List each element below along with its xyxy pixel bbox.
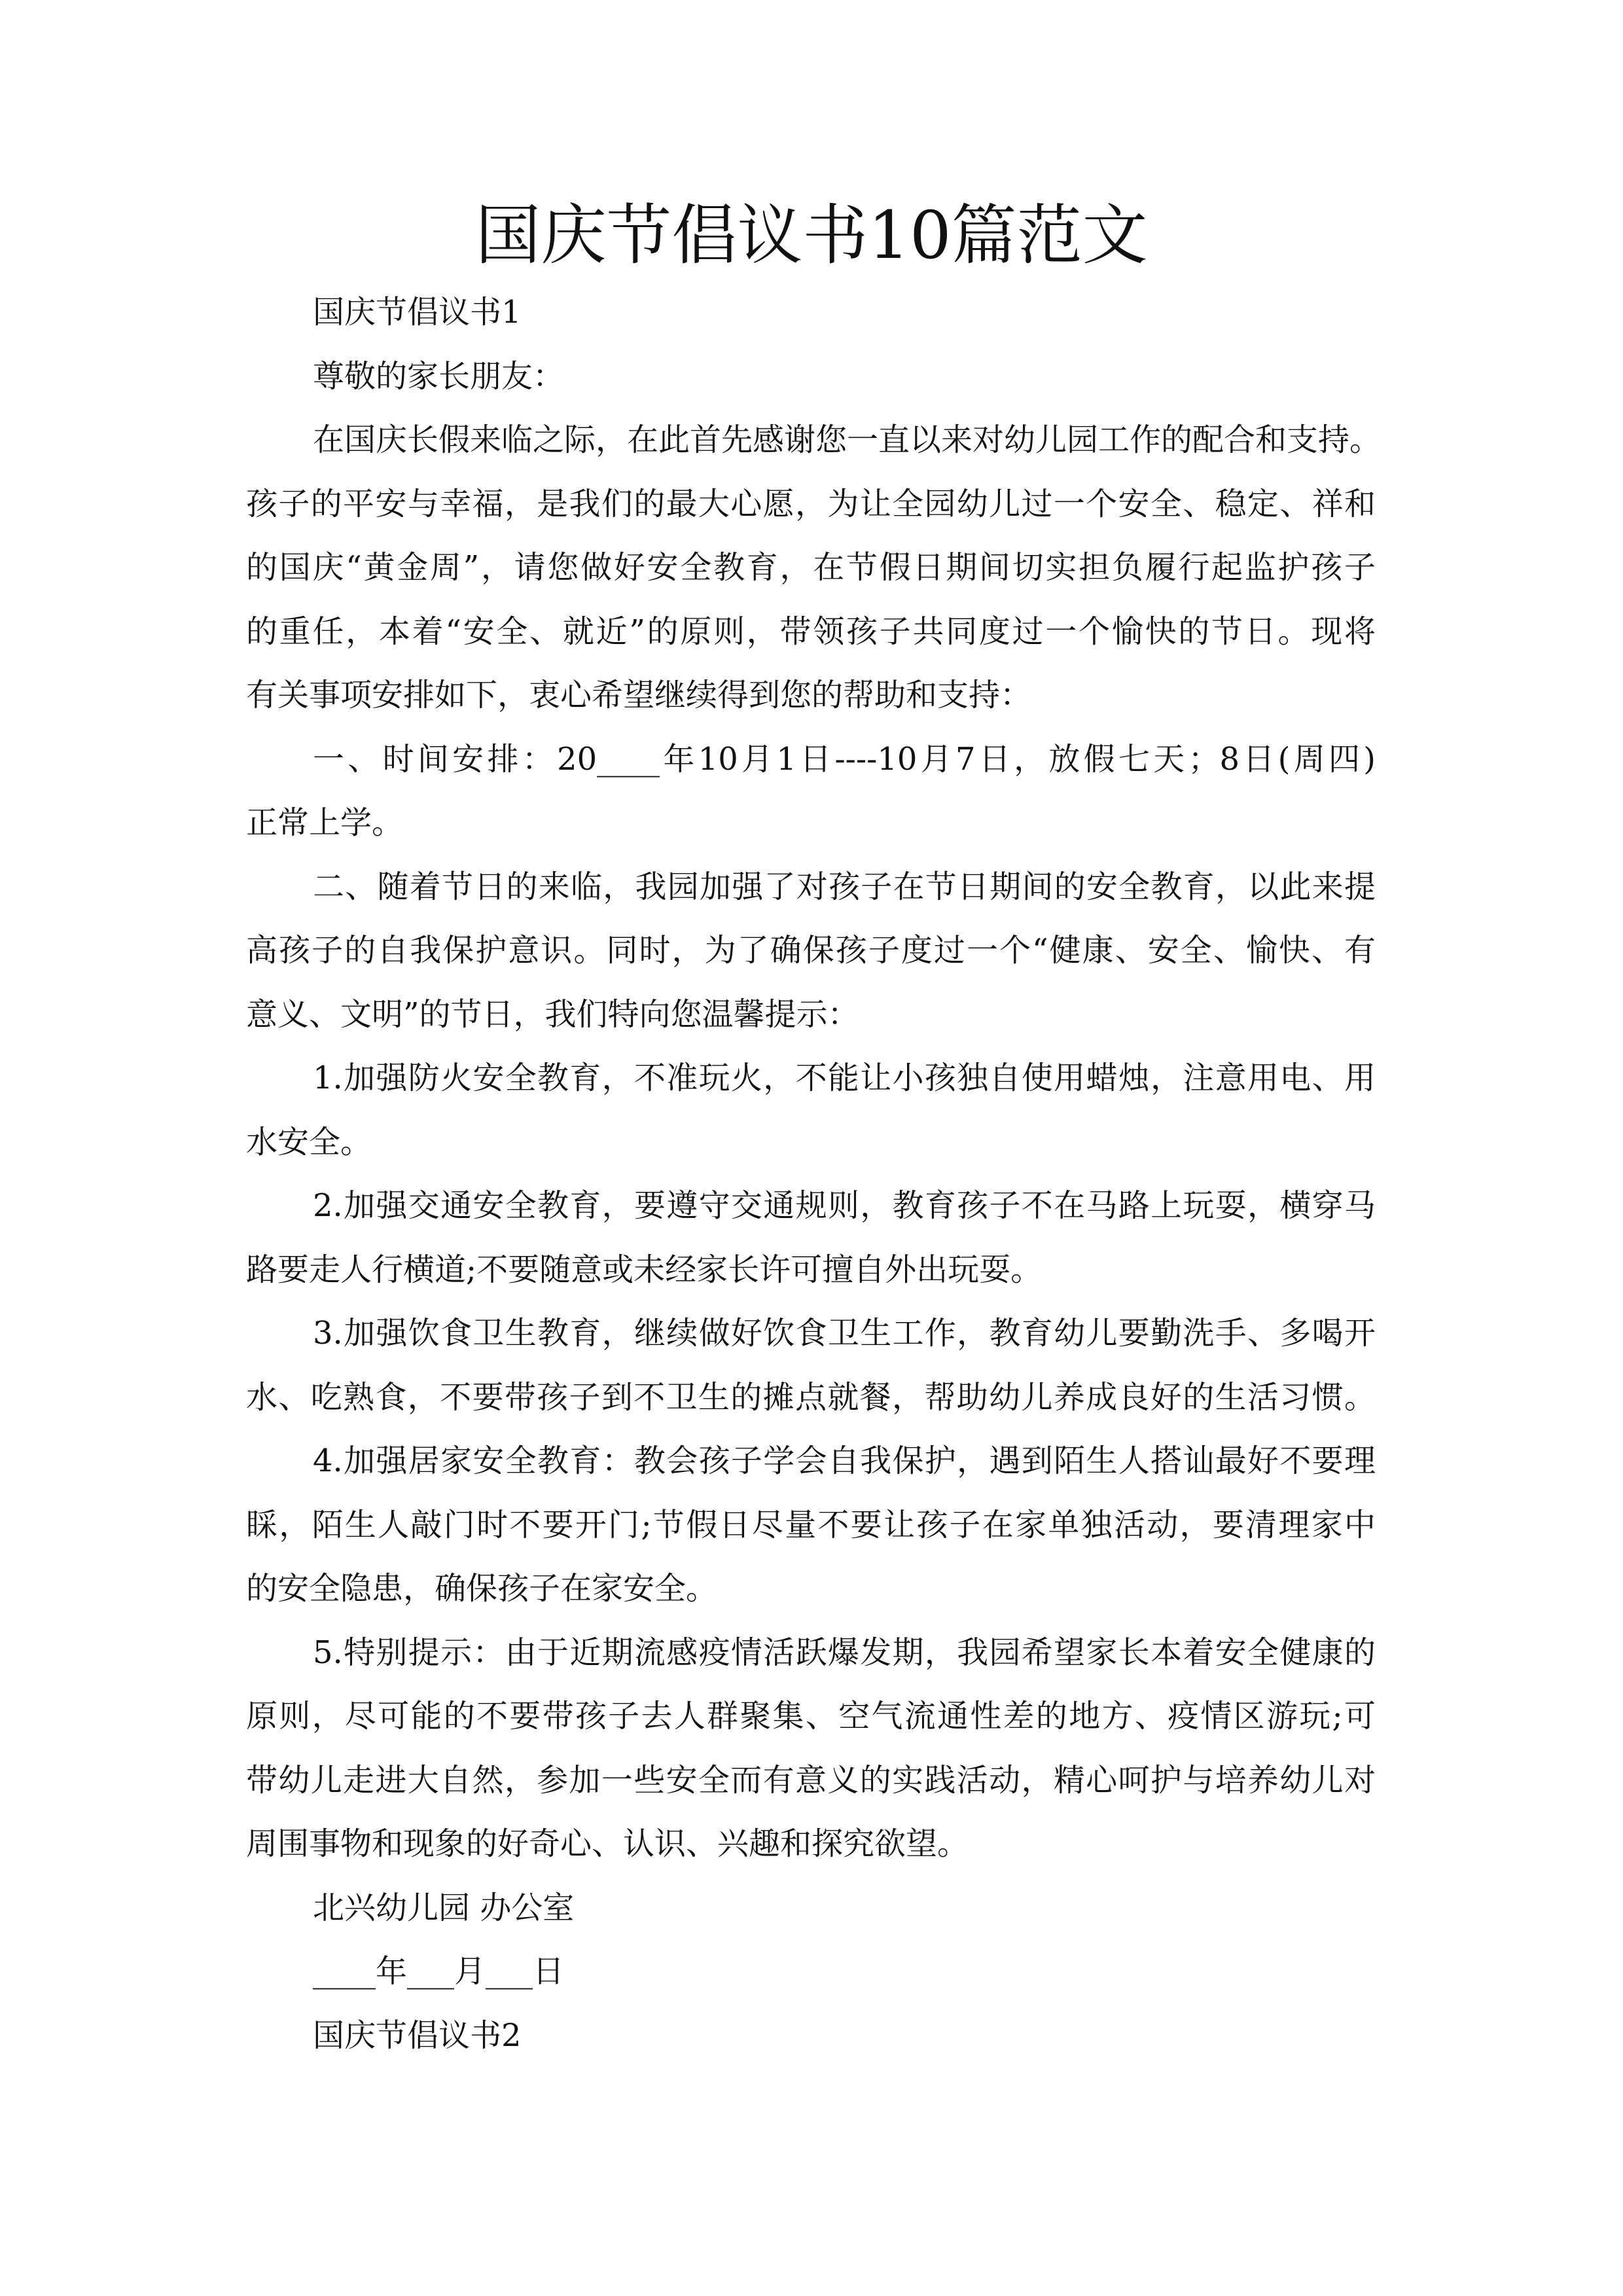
text-line: 水、吃熟食，不要带孩子到不卫生的摊点就餐，帮助幼儿养成良好的生活习惯。 [246, 1378, 1376, 1416]
text-line: 尊敬的家长朋友： [313, 357, 565, 395]
text-line: 意义、文明”的节日，我们特向您温馨提示： [246, 996, 859, 1033]
text-line: 2.加强交通安全教育，要遵守交通规则，教育孩子不在马路上玩耍，横穿马 [313, 1187, 1376, 1224]
text-line: 水安全。 [246, 1123, 372, 1160]
text-line: 国庆节倡议书2 [313, 2017, 522, 2054]
text-line: ____年___月___日 [313, 1953, 565, 1990]
text-line: 1.加强防火安全教育，不准玩火，不能让小孩独自使用蜡烛，注意用电、用 [313, 1060, 1376, 1096]
text-line: 的安全隐患，确保孩子在家安全。 [246, 1570, 718, 1607]
text-line: 正常上学。 [246, 804, 404, 841]
text-line: 北兴幼儿园 办公室 [313, 1889, 575, 1926]
document-body [246, 281, 1382, 2068]
text-line: 孩子的平安与幸福，是我们的最大心愿，为让全园幼儿过一个安全、稳定、祥和 [246, 485, 1376, 522]
text-line: 4.加强居家安全教育：教会孩子学会自我保护，遇到陌生人搭讪最好不要理 [313, 1443, 1376, 1479]
text-line: 的国庆“黄金周”，请您做好安全教育，在节假日期间切实担负履行起监护孩子 [246, 549, 1376, 586]
text-line: 5.特别提示：由于近期流感疫情活跃爆发期，我园希望家长本着安全健康的 [313, 1634, 1376, 1671]
text-line: 有关事项安排如下，衷心希望继续得到您的帮助和支持： [246, 677, 1032, 713]
document-title: 国庆节倡议书10篇范文 [475, 197, 1148, 274]
text-line: 高孩子的自我保护意识。同时，为了确保孩子度过一个“健康、安全、愉快、有 [246, 932, 1376, 969]
text-line: 3.加强饮食卫生教育，继续做好饮食卫生工作，教育幼儿要勤洗手、多喝开 [313, 1315, 1376, 1352]
text-line: 带幼儿走进大自然，参加一些安全而有意义的实践活动，精心呵护与培养幼儿对 [246, 1761, 1376, 1799]
text-line: 周围事物和现象的好奇心、认识、兴趣和探究欲望。 [246, 1825, 969, 1862]
text-line: 一、时间安排：20____年10月1日----10月7日，放假七天；8日(周四) [313, 740, 1376, 778]
text-line: 原则，尽可能的不要带孩子去人群聚集、空气流通性差的地方、疫情区游玩;可 [246, 1698, 1376, 1734]
text-line: 睬，陌生人敲门时不要开门;节假日尽量不要让孩子在家单独活动，要清理家中 [246, 1506, 1376, 1543]
text-line: 在国庆长假来临之际，在此首先感谢您一直以来对幼儿园工作的配合和支持。 [313, 422, 1382, 458]
text-line: 国庆节倡议书1 [313, 294, 522, 331]
text-line: 路要走人行横道;不要随意或未经家长许可擅自外出玩耍。 [246, 1251, 1043, 1288]
text-line: 二、随着节日的来临，我园加强了对孩子在节日期间的安全教育，以此来提 [313, 868, 1376, 905]
text-line: 的重任，本着“安全、就近”的原则，带领孩子共同度过一个愉快的节日。现将 [246, 613, 1376, 650]
